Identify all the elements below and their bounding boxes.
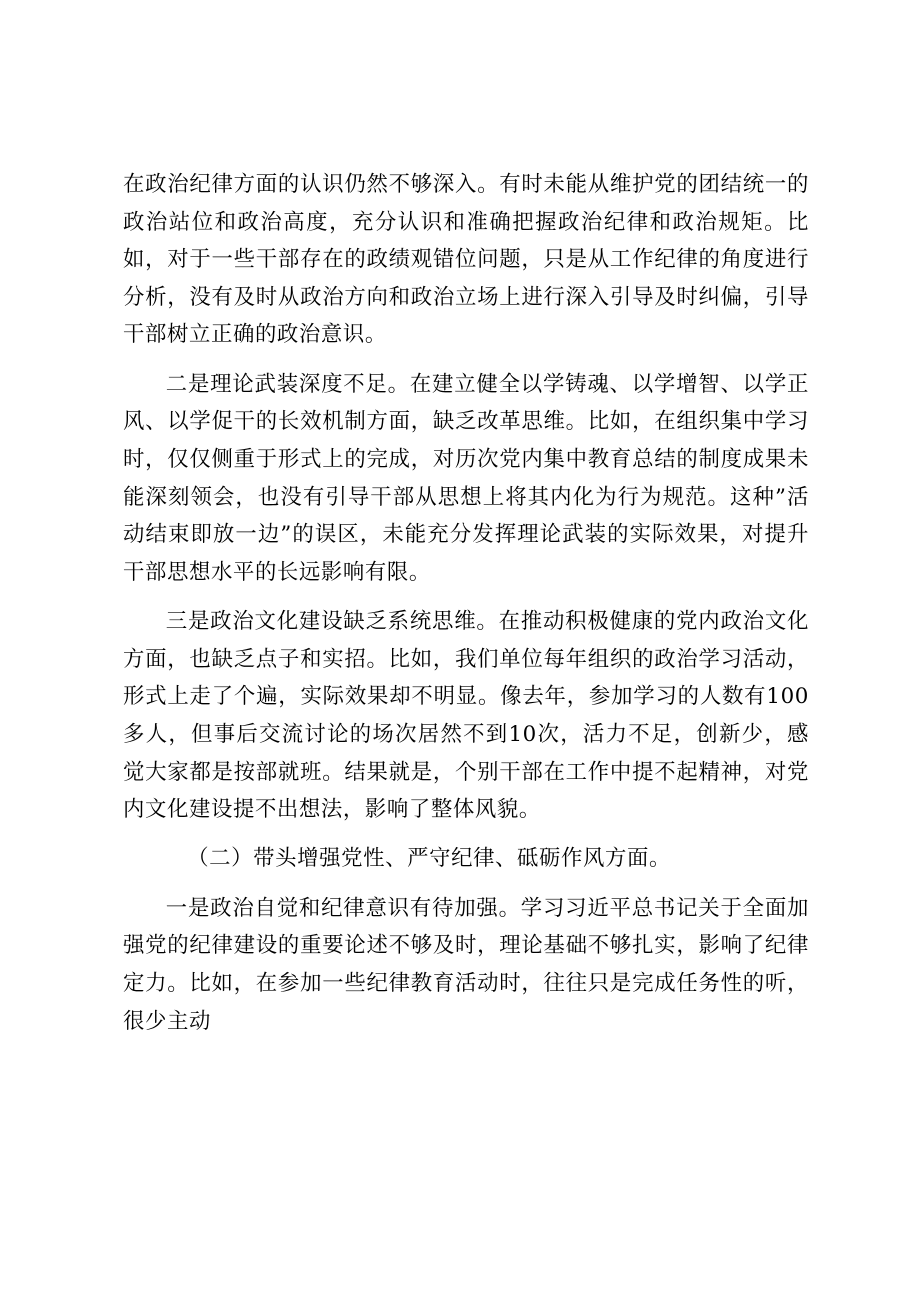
section-heading: （二）带头增强党性、严守纪律、砥砺作风方面。 <box>187 846 671 872</box>
paragraph-theory-arming: 二是理论武装深度不足。在建立健全以学铸魂、以学增智、以学正风、以学促干的长效机制方面，缺乏改革思维。比如，在组织集中学习时，仅仅侧重于形式上的完成，对历次党内集中教育总结的制度成果未能深刻领会，也没有引导干部从思想上将其内化为行为规范。这种”活动结束即放一边”的误区，未能充分发挥理论武装的实际效果，对提升干部思想水平的长远影响有限。 <box>123 371 809 585</box>
paragraph-discipline-awareness: 一是政治自觉和纪律意识有待加强。学习习近平总书记关于全面加强党的纪律建设的重要论述不够及时，理论基础不够扎实，影响了纪律定力。比如，在参加一些纪律教育活动时，往往只是完成任务性的听，很少主动 <box>123 895 809 1034</box>
paragraph-continuation: 在政治纪律方面的认识仍然不够深入。有时未能从维护党的团结统一的政治站位和政治高度，充分认识和准确把握政治纪律和政治规矩。比如，对于一些干部存在的政绩观错位问题，只是从工作纪律的角度进行分析，没有及时从政治方向和政治立场上进行深入引导及时纠偏，引导干部树立正确的政治意识。 <box>123 172 809 348</box>
document-body <box>123 166 809 1052</box>
paragraph-political-culture: 三是政治文化建设缺乏系统思维。在推动积极健康的党内政治文化方面，也缺乏点子和实招。比如，我们单位每年组织的政治学习活动，形式上走了个遍，实际效果却不明显。像去年，参加学习的人数有100多人，但事后交流讨论的场次居然不到10次，活力不足，创新少，感觉大家都是按部就班。结果就是，个别干部在工作中提不起精神，对党内文化建设提不出想法，影响了整体风貌。 <box>123 609 809 823</box>
